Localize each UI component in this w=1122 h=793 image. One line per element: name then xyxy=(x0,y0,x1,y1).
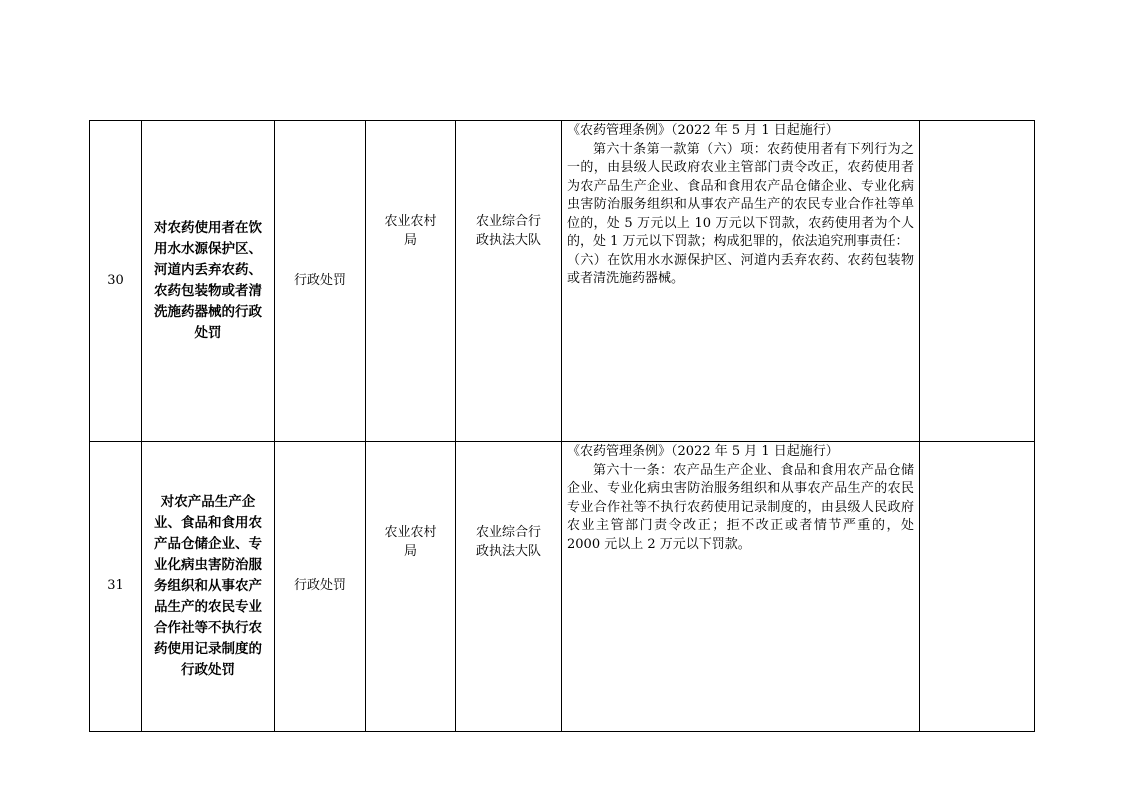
penalty-type: 行政处罚 xyxy=(275,442,366,732)
enforcement-unit-line-2: 政执法大队 xyxy=(475,543,541,559)
penalty-item: 对农产品生产企业、食品和食用农产品仓储企业、专业化病虫害防治服务组织和从事农产品生产的农民专业合作社等不执行农药使用记录制度的行政处罚 xyxy=(142,442,275,732)
row-number: 30 xyxy=(90,121,142,442)
penalty-item: 对农药使用者在饮用水水源保护区、河道内丢弃农药、农药包装物或者清洗施药器械的行政处罚 xyxy=(142,121,275,442)
remark xyxy=(920,121,1035,442)
legal-basis-clause: （六）在饮用水水源保护区、河道内丢弃农药、农药包装物或者清洗施药器械。 xyxy=(567,252,914,286)
department-line-2: 局 xyxy=(403,232,417,248)
enforcement-unit-line-1: 农业综合行 xyxy=(475,214,541,229)
table-row xyxy=(90,442,1035,732)
department-line-1: 农业农村 xyxy=(384,525,437,540)
table-row xyxy=(90,121,1035,442)
legal-basis xyxy=(562,121,920,442)
legal-basis-title: 《农药管理条例》（2022 年 5 月 1 日起施行） xyxy=(567,444,839,459)
enforcement-unit xyxy=(456,442,562,732)
penalty-type: 行政处罚 xyxy=(275,121,366,442)
remark xyxy=(920,442,1035,732)
legal-basis-body: 第六十条第一款第（六）项：农药使用者有下列行为之一的，由县级人民政府农业主管部门责令改正，农药使用者为农产品生产企业、食品和食用农产品仓储企业、专业化病虫害防治服务组织和从事农产品生产的农民专业合作社等单位的，处 5 万元以上 10 万元以下罚款，农药使用者为个人的，处 1 万元以下罚款；构成犯罪的，依法追究刑事责任： xyxy=(567,141,914,249)
legal-basis-body: 第六十一条：农产品生产企业、食品和食用农产品仓储企业、专业化病虫害防治服务组织和从事农产品生产的农民专业合作社等不执行农药使用记录制度的，由县级人民政府农业主管部门责令改正；拒不改正或者情节严重的，处 2000 元以上 2 万元以下罚款。 xyxy=(567,462,914,552)
department xyxy=(366,121,456,442)
enforcement-unit-line-1: 农业综合行 xyxy=(475,525,541,540)
department-line-2: 局 xyxy=(403,543,417,559)
department-line-1: 农业农村 xyxy=(384,214,437,229)
enforcement-unit-line-2: 政执法大队 xyxy=(475,232,541,248)
department xyxy=(366,442,456,732)
legal-basis-title: 《农药管理条例》（2022 年 5 月 1 日起施行） xyxy=(567,123,839,138)
row-number: 31 xyxy=(90,442,142,732)
legal-basis xyxy=(562,442,920,732)
penalty-table xyxy=(89,120,1035,732)
enforcement-unit xyxy=(456,121,562,442)
